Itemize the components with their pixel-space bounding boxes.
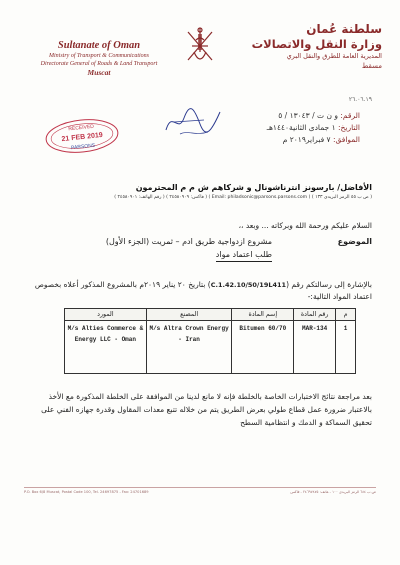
table-header-cell: م <box>336 309 356 321</box>
letterhead-en-line2: Ministry of Transport & Communications <box>48 53 149 59</box>
svg-text:21 FEB 2019: 21 FEB 2019 <box>61 131 104 144</box>
subject-label: الموضوع <box>337 237 372 246</box>
table-header-cell: إسم المادة <box>232 309 294 321</box>
paragraph1-after: ) بتاريخ ٢٠ يناير ٢٠١٩م بالمشروع المذكور أعلاه بخصوص اعتماد المواد التالية:- <box>34 280 372 301</box>
paragraph-approval: بعد مراجعة نتائج الاختبارات الخاصة بالخلطة فإنه لا مانع لدينا من الموافقة على الخلطة المذكورة مع الأخذ بالاعتبار ضرورة عمل قطاع طولي بعرض الطريق يتم من خلاله تتبع معدات المقاول وقدرة جهازه الفني على تحقيق السماكة و الدمك و انتظامية السطح <box>41 392 372 427</box>
footer-left: P.O. Box 6/8 Muscat, Postal Code 100, Tel. 24697875 - Fax: 24701689 <box>24 490 149 494</box>
reference-block <box>210 110 360 146</box>
reference-corresponding-row <box>210 134 360 146</box>
svg-text:RECEIVED: RECEIVED <box>68 123 95 133</box>
reference-corresponding-label: الموافق: <box>332 135 360 144</box>
letterhead-arabic <box>232 22 382 71</box>
received-stamp <box>42 114 121 158</box>
table-header-cell: المصنع <box>146 309 232 321</box>
subject-line1: مشروع ازدواجية طريق ادم – ثمريت (الجزء الأول) <box>105 237 272 246</box>
reference-date-value: ١ جمادى الثانية١٤٤٠هـ <box>266 123 336 132</box>
paragraph-reference <box>28 279 372 303</box>
table-header-cell: رقم المادة <box>294 309 336 321</box>
letter-footer <box>24 487 376 494</box>
reference-corresponding-value: ٧ فبراير٢٠١٩ م <box>282 135 331 144</box>
subject-line2: طلب اعتماد مواد <box>216 249 272 262</box>
reference-number-value: و ن ت / ١٣٠٤٣ / ٥ <box>278 111 338 120</box>
addressee-block <box>42 183 372 200</box>
letterhead-en-line3: Directorate General of Roads & Land Transport <box>40 61 158 67</box>
oman-emblem-icon <box>180 22 220 70</box>
table-row <box>65 321 356 374</box>
table-cell: M/s Alties Commerce & Energy LLC - Oman <box>65 321 147 374</box>
subject-block <box>28 236 372 259</box>
letterhead-ar-line2: وزارة النقل والاتصالات <box>251 37 382 51</box>
letterhead-en-line4: Muscat <box>87 68 111 77</box>
footer-right: ص.ب ٦٨٤ الرمز البريدي ١٠٠ - هاتف: ٢٤٦٩٧٨٧٥ - فاكس <box>290 490 376 494</box>
reference-number-row <box>210 110 360 122</box>
table-header-cell: المورد <box>65 309 147 321</box>
letterhead-ar-line3: المديرية العامة للطرق والنقل البري <box>286 52 382 60</box>
greeting: السلام عليكم ورحمة الله وبركاته ... وبعد ،، <box>238 221 372 230</box>
handwritten-note: ٢٦.٠٦.١٩ <box>348 96 372 103</box>
table-cell: M/s Altra Crown Energy - Iran <box>146 321 232 374</box>
addressee-contact: ( رقم الهاتف: ٢٤٥٨٠٩٠١ ) ( فاكس: ٢٤٥٨٠٩٠٩ ) ( Email: philadsonic@parsons.parsons.com ) ( ص ب ٥٥ الرمز البريدي ١٣٣ ) <box>114 195 372 200</box>
reference-number-label: الرقم: <box>340 111 360 120</box>
table-cell: 1 <box>336 321 356 374</box>
letterhead-english <box>24 40 174 78</box>
table-cell: MAR-134 <box>294 321 336 374</box>
letterhead-ar-line1: سلطنة عُمان <box>306 22 382 36</box>
reference-date-row <box>210 122 360 134</box>
table-header-row <box>65 309 356 321</box>
paragraph1-before: بالإشارة إلى رسالتكم رقم ( <box>286 280 372 289</box>
letterhead-en-line1: Sultanate of Oman <box>57 40 141 51</box>
letterhead-ar-line4: مسقط <box>361 62 382 70</box>
addressee-line <box>42 183 372 192</box>
reference-date-label: التاريخ: <box>338 123 360 132</box>
table-cell: Bitumen 60/70 <box>232 321 294 374</box>
addressee-honorific: المحترمون <box>135 183 178 192</box>
addressee-name: الأفاضل/ بارسونز انترناشونال و شركاهم ش م م <box>180 183 372 192</box>
svg-text:PARSONS: PARSONS <box>70 142 96 152</box>
paragraph1-ref-number: C.1.42.10/50/19L411 <box>210 281 287 289</box>
materials-table <box>64 308 356 374</box>
